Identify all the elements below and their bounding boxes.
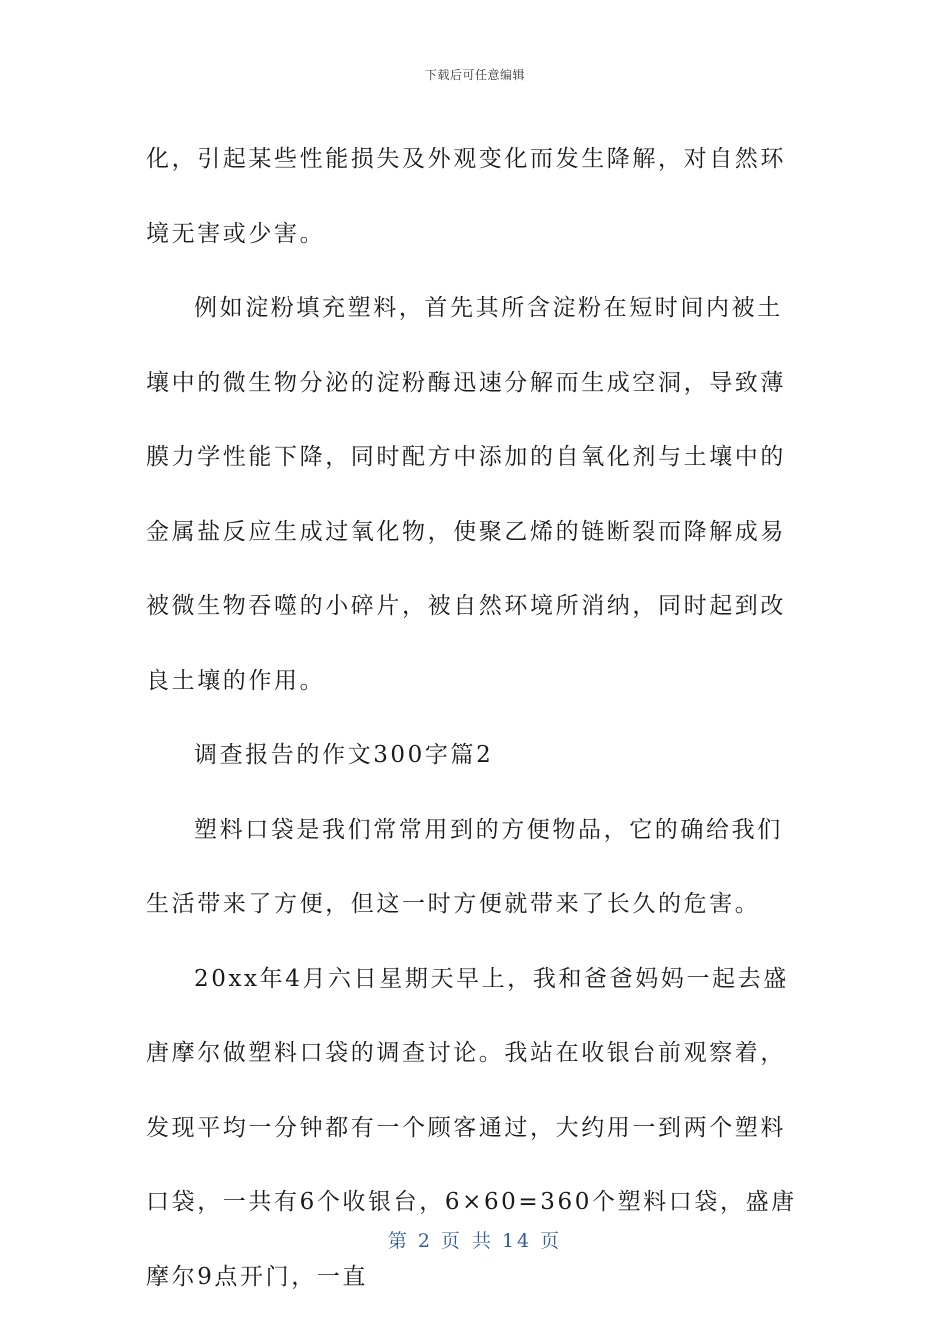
paragraph-4: 20xx年4月六日星期天早上，我和爸爸妈妈一起去盛唐摩尔做塑料口袋的调查讨论。我站在收银台前观察着，发现平均一分钟都有一个顾客通过，大约用一到两个塑料口袋，一共有6个收银台，6×60=360个塑料口袋，盛唐摩尔9点开门，一直 xyxy=(146,965,797,1290)
paragraph-2: 例如淀粉填充塑料，首先其所含淀粉在短时间内被土壤中的微生物分泌的淀粉酶迅速分解而生成空洞，导致薄膜力学性能下降，同时配方中添加的自氧化剂与土壤中的金属盐反应生成过氧化物，使聚乙烯的链断裂而降解成易被微生物吞噬的小碎片，被自然环境所消纳，同时起到改良土壤的作用。 xyxy=(146,295,786,694)
footer-suffix: 页 xyxy=(540,1230,563,1252)
page-footer xyxy=(0,1226,950,1253)
document-body xyxy=(146,122,806,1314)
page-header: 下载后可任意编辑 xyxy=(424,68,525,82)
footer-page-number: 2 xyxy=(417,1230,433,1252)
footer-total-pages: 14 xyxy=(501,1230,533,1252)
footer-middle: 页 共 xyxy=(440,1230,494,1252)
footer-prefix: 第 xyxy=(387,1230,410,1252)
paragraph-3: 塑料口袋是我们常常用到的方便物品，它的确给我们生活带来了方便，但这一时方便就带来了长久的危害。 xyxy=(146,816,783,917)
section-heading: 调查报告的作文300字篇2 xyxy=(194,742,494,768)
paragraph-1: 化，引起某些性能损失及外观变化而发生降解，对自然环境无害或少害。 xyxy=(146,146,786,247)
